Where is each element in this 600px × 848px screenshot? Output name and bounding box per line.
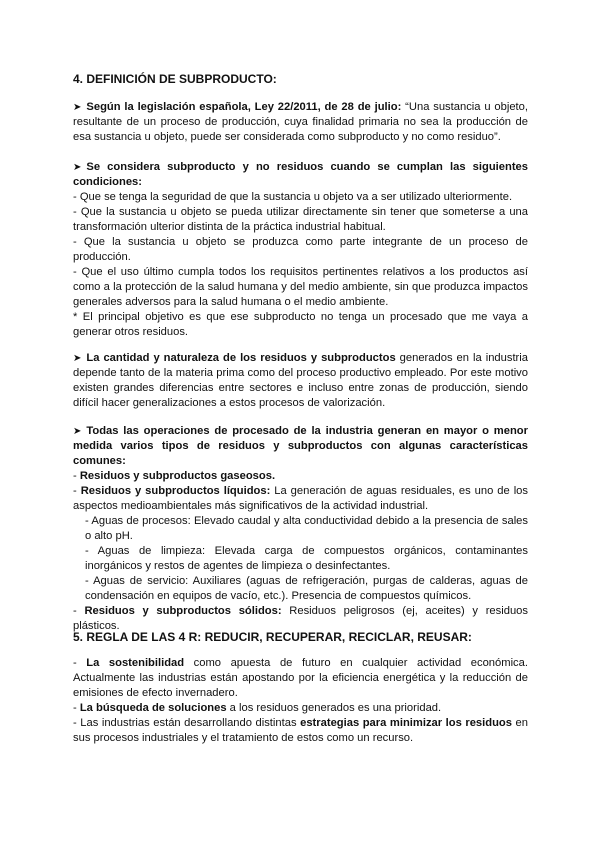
rules-list: [73, 656, 528, 746]
list-item: - Que la sustancia u objeto se produzca como parte integrante de un proceso de producción.: [73, 236, 528, 263]
legislation-paragraph: [73, 100, 528, 145]
quantity-text: generados en la industria depende tanto de la materia prima como del proceso productivo empleado. Por este motivo existen grandes diferencias entre sectores e incluso entre zonas de producción, siendo difícil hacer generalizaciones a estos procesos de valorización.: [73, 352, 528, 409]
quantity-bold: La cantidad y naturaleza de los residuos y subproductos: [86, 352, 396, 364]
sustainability-item: - La sostenibilidad como apuesta de futuro en cualquier actividad económica. Actualmente las industrias están apostando por la eficiencia energética y la reducción de emisiones de efecto invernadero.: [73, 657, 528, 699]
operations-paragraph: [73, 424, 528, 634]
list-item: - Que la sustancia u objeto se pueda utilizar directamente sin tener que someterse a una transformación ulterior distinta de la práctica industrial habitual.: [73, 206, 528, 233]
list-item: * El principal objetivo es que ese subproducto no tenga un procesado que me vaya a generar otros residuos.: [73, 311, 528, 338]
solutions-item: - La búsqueda de soluciones a los residuos generados es una prioridad.: [73, 702, 442, 714]
operations-bold: Todas las operaciones de procesado de la industria generan en mayor o menor medida varios tipos de residuos y subproductos con algunas características comunes:: [73, 425, 528, 467]
legislation-text: “Una sustancia u objeto, resultante de un proceso de producción, cuya finalidad primaria no sea la producción de esa sustancia u objeto, puede ser considerada como subproducto y no como residuo”.: [73, 101, 528, 143]
solid-item: - Residuos y subproductos sólidos: Residuos peligrosos (ej, aceites) y residuos plásticos.: [73, 605, 528, 632]
arrow-bullet-icon: ➤: [73, 102, 82, 113]
conditions-paragraph: [73, 160, 528, 340]
gaseous-item: - Residuos y subproductos gaseosos.: [73, 470, 276, 482]
arrow-bullet-icon: ➤: [73, 426, 82, 437]
service-water-item: - Aguas de servicio: Auxiliares (aguas de refrigeración, purgas de calderas, aguas de condensación en equipos de vacío, etc.). Presencia de compuestos químicos.: [85, 575, 528, 602]
list-item: - Que se tenga la seguridad de que la sustancia u objeto va a ser utilizado ulteriormente.: [73, 191, 513, 203]
arrow-bullet-icon: ➤: [73, 162, 82, 173]
legislation-bold: Según la legislación española, Ley 22/2011, de 28 de julio:: [86, 101, 402, 113]
conditions-bold: Se considera subproducto y no residuos cuando se cumplan las siguientes condiciones:: [73, 161, 528, 188]
quantity-paragraph: [73, 351, 528, 411]
strategies-item: - Las industrias están desarrollando distintas estrategias para minimizar los residuos en sus procesos industriales y el tratamiento de estos como un recurso.: [73, 717, 528, 744]
process-water-item: - Aguas de procesos: Elevado caudal y alta conductividad debido a la presencia de sales o alto pH.: [85, 515, 528, 542]
cleaning-water-item: - Aguas de limpieza: Elevada carga de compuestos orgánicos, contaminantes inorgánicos y restos de agentes de limpieza o desinfectantes.: [85, 545, 528, 572]
liquid-item: - Residuos y subproductos líquidos: La generación de aguas residuales, es uno de los aspectos medioambientales más significativos de la actividad industrial.: [73, 485, 528, 512]
list-item: - Que el uso último cumpla todos los requisitos pertinentes relativos a los productos así como a la protección de la salud humana y del medio ambiente, sin que produzca impactos generales adversos para la salud humana o el medio ambiente.: [73, 266, 528, 308]
arrow-bullet-icon: ➤: [73, 353, 82, 364]
section-4-heading: 4. DEFINICIÓN DE SUBPRODUCTO:: [73, 72, 277, 86]
section-5-heading: 5. REGLA DE LAS 4 R: REDUCIR, RECUPERAR, RECICLAR, REUSAR:: [73, 630, 472, 644]
